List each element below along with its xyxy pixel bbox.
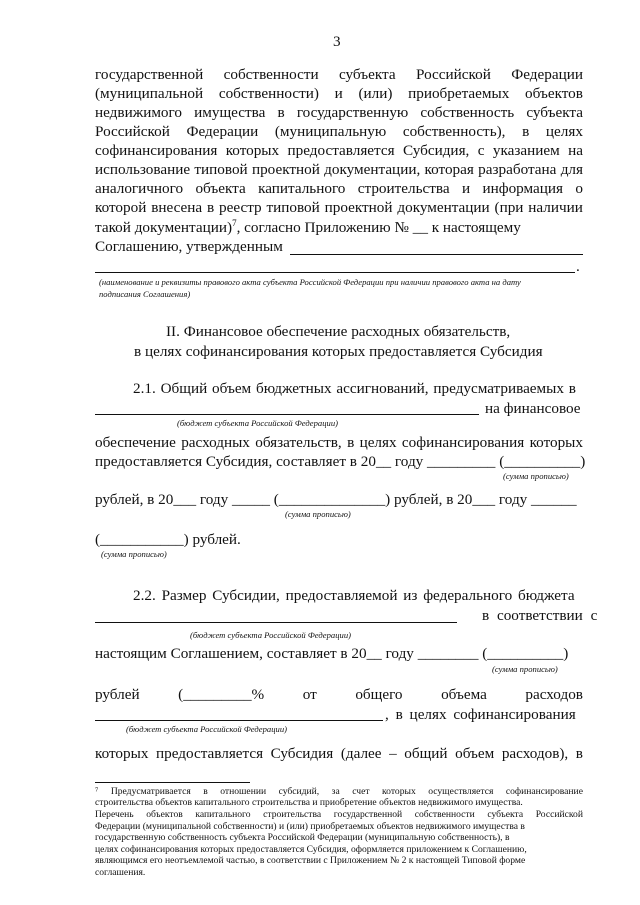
word: Субсидия bbox=[270, 745, 334, 762]
text-line: (___________) рублей. bbox=[95, 531, 241, 548]
word: документации bbox=[397, 199, 490, 216]
text-line bbox=[95, 180, 583, 198]
word: объектов bbox=[146, 809, 183, 820]
word: (при bbox=[494, 199, 524, 216]
word: осуществляется bbox=[428, 786, 494, 797]
word: которая bbox=[424, 161, 474, 178]
word: обеспечение bbox=[95, 434, 176, 451]
word: собственности bbox=[414, 809, 475, 820]
text-line: 2.1. Общий объем бюджетных ассигнований, предусматриваемых в bbox=[133, 380, 576, 397]
text-line bbox=[95, 142, 583, 160]
word: и bbox=[334, 85, 343, 102]
text-line: 2.2. Размер Субсидии, предоставляемой из федерального бюджета bbox=[133, 587, 575, 604]
word: указанием bbox=[492, 142, 560, 159]
word: проектной bbox=[324, 199, 393, 216]
text-line bbox=[95, 686, 583, 704]
word: Российской bbox=[535, 809, 583, 820]
text-line: настоящим Соглашением, составляет в 20__ году ________ (__________) bbox=[95, 645, 569, 662]
footnote-ref: 7 bbox=[232, 218, 237, 228]
period: . bbox=[576, 258, 580, 275]
word: от bbox=[302, 686, 317, 703]
word: аналогичного bbox=[95, 180, 184, 197]
text-line bbox=[95, 434, 583, 452]
text-line: рублей, в 20___ году _____ (______________) рублей, в 20___ году ______ bbox=[95, 491, 577, 508]
text-line: в соответствии с bbox=[482, 607, 598, 624]
fill-line bbox=[95, 414, 479, 415]
field-caption: подписания Соглашения) bbox=[99, 289, 191, 299]
text-line bbox=[95, 85, 583, 103]
word: недвижимого bbox=[95, 104, 182, 121]
text-line bbox=[95, 104, 583, 122]
word: Российской bbox=[95, 123, 170, 140]
word: документации, bbox=[324, 161, 421, 178]
word: в bbox=[277, 104, 285, 121]
word: субъекта bbox=[487, 809, 524, 820]
word: общий bbox=[404, 745, 448, 762]
footnote-line: строительства объектов капитального строительства и приобретение объектов недвижимого имущества. bbox=[95, 797, 523, 808]
word: государственной bbox=[333, 809, 403, 820]
word: типовой bbox=[194, 161, 248, 178]
text-line bbox=[95, 66, 583, 84]
word: софинансирования bbox=[95, 142, 218, 159]
word: предоставляется bbox=[156, 745, 264, 762]
word: государственную bbox=[296, 104, 409, 121]
text-line: такой документации)$^7$, согласно Приложению № __ к настоящему bbox=[95, 218, 521, 236]
text-line: на финансовое bbox=[485, 400, 581, 417]
section-title: II. Финансовое обеспечение расходных обязательств, bbox=[166, 323, 511, 340]
word: целях bbox=[359, 434, 397, 451]
page-number: 3 bbox=[333, 33, 341, 50]
word: предоставляется bbox=[287, 142, 395, 159]
word: обязательств, bbox=[255, 434, 342, 451]
word: которых bbox=[95, 745, 149, 762]
footnote-line: соглашения. bbox=[95, 867, 146, 878]
footnote-line: Федерации (муниципальной собственности) и (или) приобретаемых объектов недвижимого имущества в bbox=[95, 821, 525, 832]
word: объема bbox=[441, 686, 487, 703]
word: за bbox=[331, 786, 340, 797]
word: типовой bbox=[266, 199, 320, 216]
footnote-line: являющимся его неотъемлемой частью, в соответствии с Приложением № 2 к настоящей Типовой форме bbox=[95, 855, 526, 866]
word: внесена bbox=[151, 199, 203, 216]
fill-line bbox=[95, 720, 383, 721]
word: и bbox=[461, 180, 471, 197]
word: проектной bbox=[251, 161, 320, 178]
word: которой bbox=[95, 199, 147, 216]
word: объектов bbox=[525, 85, 583, 102]
word: наличии bbox=[528, 199, 583, 216]
word: о bbox=[575, 180, 583, 197]
word: в bbox=[203, 786, 208, 797]
field-caption: (бюджет субъекта Российской Федерации) bbox=[177, 418, 338, 428]
word: строительства bbox=[357, 180, 450, 197]
footnote-line bbox=[95, 786, 583, 797]
word: – bbox=[389, 745, 397, 762]
footnote-line: целях софинансирования которых предоставляется Субсидия, оформляется приложением к Соглашению, bbox=[95, 844, 527, 855]
text-line bbox=[95, 123, 583, 141]
footnote-separator bbox=[95, 782, 250, 783]
word: общего bbox=[355, 686, 403, 703]
word: имущества bbox=[194, 104, 266, 121]
word: капитального bbox=[258, 180, 346, 197]
word: собственность), bbox=[402, 123, 506, 140]
word: использование bbox=[95, 161, 191, 178]
word: субсидий, bbox=[278, 786, 320, 797]
word: Предусматривается bbox=[110, 786, 191, 797]
word: ⁷ bbox=[95, 786, 99, 797]
word: собственность bbox=[420, 104, 515, 121]
word: (муниципальную bbox=[274, 123, 387, 140]
word: рублей bbox=[95, 686, 140, 703]
footnote-line bbox=[95, 809, 583, 820]
word: расходов), bbox=[501, 745, 569, 762]
fill-line bbox=[95, 622, 457, 623]
field-caption: (сумма прописью) bbox=[503, 471, 569, 481]
word: государственной bbox=[95, 66, 204, 83]
word: собственности) bbox=[218, 85, 319, 102]
word: расходных bbox=[181, 434, 250, 451]
word: софинансирование bbox=[505, 786, 583, 797]
footnote-line: государственную собственность субъекта Российской Федерации (муниципальную собственность), в bbox=[95, 832, 510, 843]
word: (_________% bbox=[178, 686, 265, 703]
word: собственности bbox=[223, 66, 319, 83]
word: разработана bbox=[478, 161, 557, 178]
word: в bbox=[207, 199, 215, 216]
text-line bbox=[95, 745, 583, 763]
word: которых bbox=[225, 142, 280, 159]
word: строительства bbox=[263, 809, 322, 820]
text-line: Соглашению, утвержденным bbox=[95, 238, 283, 255]
word: счет bbox=[352, 786, 370, 797]
word: (далее bbox=[340, 745, 382, 762]
word: (или) bbox=[358, 85, 393, 102]
text-line: , в целях софинансирования bbox=[385, 706, 576, 723]
word: Перечень bbox=[95, 809, 134, 820]
text-line: предоставляется Субсидия, составляет в 20__ году _________ (__________) bbox=[95, 453, 586, 470]
word: которых bbox=[382, 786, 416, 797]
fill-line bbox=[290, 254, 583, 255]
field-caption: (бюджет субъекта Российской Федерации) bbox=[126, 724, 287, 734]
word: для bbox=[560, 161, 583, 178]
word: софинансирования bbox=[401, 434, 525, 451]
fill-line bbox=[95, 272, 575, 273]
word: Российской bbox=[416, 66, 491, 83]
word: в bbox=[522, 123, 530, 140]
word: Субсидия, bbox=[402, 142, 470, 159]
word: которых bbox=[529, 434, 583, 451]
word: объекта bbox=[195, 180, 246, 197]
field-caption: (бюджет субъекта Российской Федерации) bbox=[190, 630, 351, 640]
word: реестр bbox=[219, 199, 262, 216]
word: капитального bbox=[195, 809, 251, 820]
word: расходов bbox=[525, 686, 583, 703]
word: Федерации bbox=[511, 66, 583, 83]
word: в bbox=[575, 745, 583, 762]
text-line bbox=[95, 199, 583, 217]
word: целях bbox=[545, 123, 583, 140]
word: (муниципальной bbox=[95, 85, 204, 102]
word: субъекта bbox=[526, 104, 583, 121]
field-caption: (сумма прописью) bbox=[492, 664, 558, 674]
text-line bbox=[95, 161, 583, 179]
word: с bbox=[477, 142, 485, 159]
word: объем bbox=[455, 745, 495, 762]
word: на bbox=[568, 142, 583, 159]
section-title: в целях софинансирования которых предоставляется Субсидия bbox=[134, 343, 543, 360]
word: субъекта bbox=[339, 66, 396, 83]
word: информация bbox=[482, 180, 564, 197]
field-caption: (сумма прописью) bbox=[101, 549, 167, 559]
word: приобретаемых bbox=[408, 85, 510, 102]
field-caption: (сумма прописью) bbox=[285, 509, 351, 519]
word: отношении bbox=[220, 786, 267, 797]
field-caption: (наименование и реквизиты правового акта субъекта Российской Федерации при наличии правового акта на дату bbox=[99, 277, 521, 287]
word: в bbox=[347, 434, 355, 451]
word: Федерации bbox=[186, 123, 259, 140]
